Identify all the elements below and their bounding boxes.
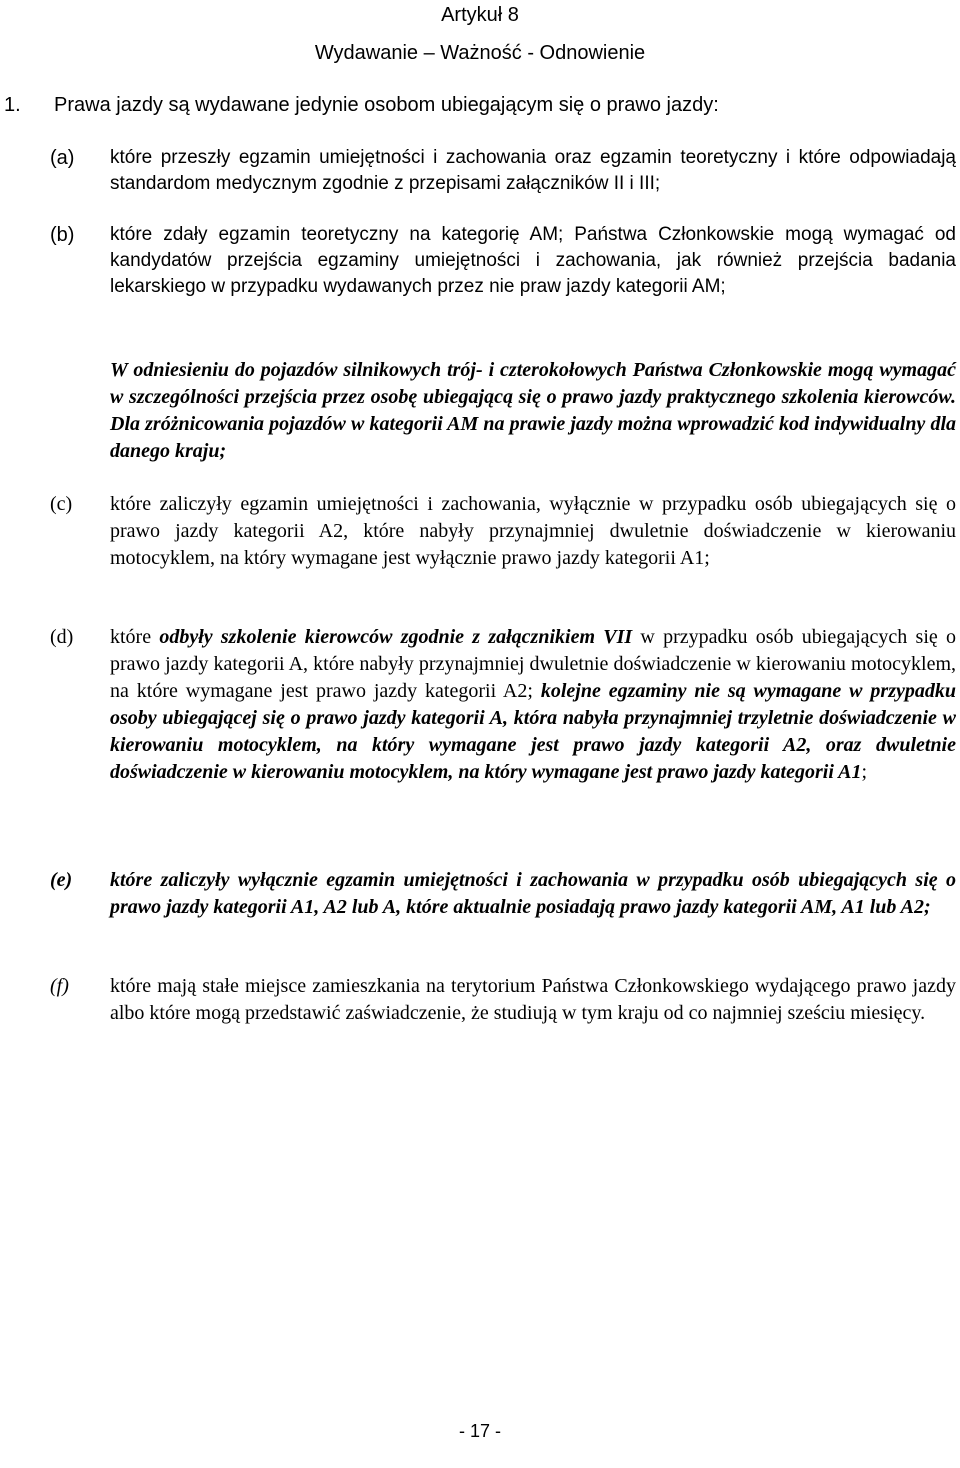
- paragraph-number: 1.: [4, 94, 21, 116]
- list-text: które zaliczyły egzamin umiejętności i zachowania, wyłącznie w przypadku osób ubiegających się o prawo jazdy kategorii A2, które nabyły przynajmniej dwuletnie doświadczenie w kierowaniu motocyklem, na który wymagane jest wyłącznie prawo jazdy kategorii A1;: [110, 493, 956, 569]
- list-label: (c): [50, 493, 73, 515]
- article-title: Artykuł 8: [441, 4, 519, 26]
- list-label: (d): [50, 626, 74, 648]
- paragraph-text: Prawa jazdy są wydawane jedynie osobom ubiegającym się o prawo jazdy:: [54, 94, 719, 116]
- list-label: (b): [50, 224, 75, 246]
- list-text: które zdały egzamin teoretyczny na kategorię AM; Państwa Członkowskie mogą wymagać od kandydatów przejścia egzaminy umiejętności i zachowania, jak również przejścia badania lekarskiego w przypadku wydawanych przez nie praw jazdy kategorii AM;: [110, 224, 956, 297]
- text-run: które: [110, 626, 160, 648]
- list-text: które mają stałe miejsce zamieszkania na terytorium Państwa Członkowskiego wydającego prawo jazdy albo które mogą przedstawić zaświadczenie, że studiują w tym kraju od co najmniej sześciu miesięcy.: [110, 975, 956, 1024]
- paragraph-1: [4, 92, 954, 118]
- note-text: [110, 357, 956, 465]
- list-text: [110, 624, 956, 786]
- list-label: (a): [50, 147, 75, 169]
- list-label: (f): [50, 975, 69, 997]
- list-text: które przeszły egzamin umiejętności i zachowania oraz egzamin teoretyczny i które odpowiadają standardom medycznym zgodnie z przepisami załączników II i III;: [110, 147, 956, 194]
- list-label: (e): [50, 869, 73, 891]
- list-text: które zaliczyły wyłącznie egzamin umiejętności i zachowania w przypadku osób ubiegających się o prawo jazdy kategorii A1, A2 lub A, które aktualnie posiadają prawo jazdy kategorii AM, A1 lub A2;: [110, 869, 956, 918]
- text-run: ;: [861, 761, 868, 783]
- text-run-emphasis: odbyły szkolenie kierowców zgodnie z załącznikiem VII: [159, 626, 633, 648]
- text-run: w przypadku osób ubiegających się o prawo jazdy kategorii A, które nabyły przynajmniej dwuletnie doświadczenie w kierowaniu motocyklem, na które wymagane jest prawo jazdy kategorii A2;: [110, 626, 957, 702]
- article-subtitle: Wydawanie – Ważność - Odnowienie: [314, 42, 646, 64]
- note-italic: Dla zróżnicowania pojazdów w kategorii AM na prawie jazdy można wprowadzić kod indywidualny dla danego kraju;: [110, 413, 956, 462]
- text-run-emphasis: kolejne egzaminy nie są wymagane w przypadku osoby ubiegającej się o prawo jazdy kategorii A, która nabyła przynajmniej trzyletnie doświadczenie w kierowaniu motocyklem, na który wymagane jest prawo jazdy kategorii A2, oraz dwuletnie doświadczenie w kierowaniu motocyklem, na który wymagane jest prawo jazdy kategorii A1: [110, 680, 956, 783]
- page-number: - 17 -: [458, 1421, 501, 1441]
- note-bold-italic: W odniesieniu do pojazdów silnikowych trój- i czterokołowych Państwa Członkowskie mogą wymagać w szczególności przejścia przez osobę ubiegającą się o prawo jazdy praktycznego szkolenia kierowców.: [110, 359, 956, 408]
